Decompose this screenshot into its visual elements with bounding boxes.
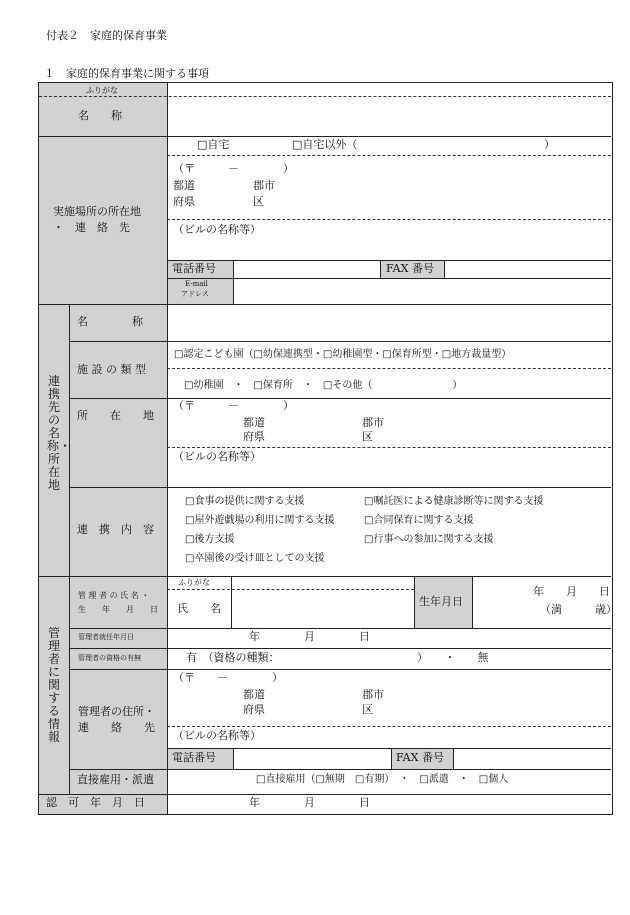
manager-address-label-2: 連 絡 先	[78, 721, 155, 734]
other-place-close: ）	[544, 138, 555, 151]
employment-field[interactable]: □直接雇用（□無期 □有期） ・ □派遣 ・ □個人	[256, 774, 509, 785]
manager-name-birth-label-1: 管 理 者 の 氏 名 ・	[78, 591, 150, 600]
manager-fuken: 府県	[243, 703, 265, 716]
manager-postal-field[interactable]: （〒 － ）	[173, 671, 283, 684]
page-title: 付表２ 家庭的保育事業	[46, 29, 167, 42]
manager-name-label: 氏 名	[177, 602, 221, 615]
manager-ku: 区	[362, 703, 373, 716]
facility-type-label: 施 設 の 類 型	[77, 363, 146, 376]
section-title: １ 家庭的保育事業に関する事項	[44, 67, 209, 80]
qualification-label: 管理者の資格の有無	[78, 654, 141, 662]
fax-label: FAX 番号	[386, 262, 434, 275]
employment-label: 直接雇用・派遣	[77, 773, 154, 786]
manager-side-label: 管理者に関する情報	[47, 626, 60, 744]
approval-label: 認 可 年 月 日	[46, 796, 145, 809]
birth-date-field[interactable]: 年 月 日	[533, 585, 610, 598]
partner-location-label: 所 在 地	[77, 409, 154, 422]
phone-label: 電話番号	[172, 262, 216, 275]
qualification-field[interactable]: 有 （資格の種類： ） ・ 無	[186, 651, 489, 664]
start-date-field[interactable]: 年 月 日	[249, 630, 370, 643]
partner-fuken: 府県	[243, 430, 265, 443]
email-label-1: E-mail	[185, 280, 208, 288]
partner-side-label: 連携先の名称・所在地	[47, 374, 72, 492]
furigana-label: ふりがな	[86, 86, 118, 95]
gunshi-label: 郡市	[253, 179, 275, 192]
start-date-label: 管理者就任年月日	[78, 633, 134, 641]
partner-gunshi: 郡市	[362, 416, 384, 429]
building-field[interactable]: （ビルの名称等）	[173, 223, 261, 236]
partner-todo: 都道	[243, 416, 265, 429]
partner-content-label: 連 携 内 容	[77, 523, 154, 536]
facility-type-line1[interactable]: □認定こども園（□幼保連携型・□幼稚園型・□保育所型・□地方裁量型）	[174, 349, 512, 360]
content-item-5[interactable]: □後方支援	[185, 534, 235, 545]
manager-building-field[interactable]: （ビルの名称等）	[173, 729, 261, 742]
manager-furigana-label: ふりがな	[178, 578, 210, 587]
email-label-2: アドレス	[181, 290, 209, 298]
partner-building-field[interactable]: （ビルの名称等）	[173, 450, 261, 463]
content-item-6[interactable]: □行事への参加に関する支援	[364, 534, 494, 545]
other-place-checkbox[interactable]: □自宅以外（	[292, 138, 358, 151]
location-label: 実施場所の所在地	[53, 205, 141, 218]
content-item-2[interactable]: □嘱託医による健康診断等に関する支援	[364, 496, 544, 507]
content-item-4[interactable]: □合同保育に関する支援	[364, 515, 474, 526]
content-item-7[interactable]: □卒園後の受け皿としての支援	[185, 553, 325, 564]
home-checkbox[interactable]: □自宅	[197, 138, 230, 151]
manager-address-label-1: 管理者の住所・	[78, 705, 155, 718]
manager-fax-label: FAX 番号	[396, 751, 444, 764]
partner-postal-field[interactable]: （〒 － ）	[173, 399, 294, 412]
contact-label: ・ 連 絡 先	[53, 221, 130, 234]
birth-label: 生年月日	[419, 595, 463, 608]
name-label: 名 称	[78, 109, 122, 122]
facility-type-line2[interactable]: □幼稚園 ・ □保育所 ・ □その他（ ）	[184, 380, 463, 391]
manager-name-birth-label-2: 生 年 月 日	[78, 605, 158, 614]
manager-todo: 都道	[243, 688, 265, 701]
age-field[interactable]: （満 歳）	[540, 603, 617, 616]
postal-field[interactable]: （〒 － ）	[173, 162, 294, 175]
content-item-3[interactable]: □屋外遊戯場の利用に関する支援	[185, 515, 335, 526]
ku-label: 区	[253, 195, 264, 208]
manager-gunshi: 郡市	[362, 688, 384, 701]
partner-ku: 区	[362, 430, 373, 443]
content-item-1[interactable]: □食事の提供に関する支援	[185, 496, 305, 507]
todo-label: 都道	[173, 179, 195, 192]
fuken-label: 府県	[173, 195, 195, 208]
manager-phone-label: 電話番号	[172, 751, 216, 764]
approval-date-field[interactable]: 年 月 日	[249, 796, 370, 809]
partner-name-label: 名 称	[77, 315, 143, 328]
